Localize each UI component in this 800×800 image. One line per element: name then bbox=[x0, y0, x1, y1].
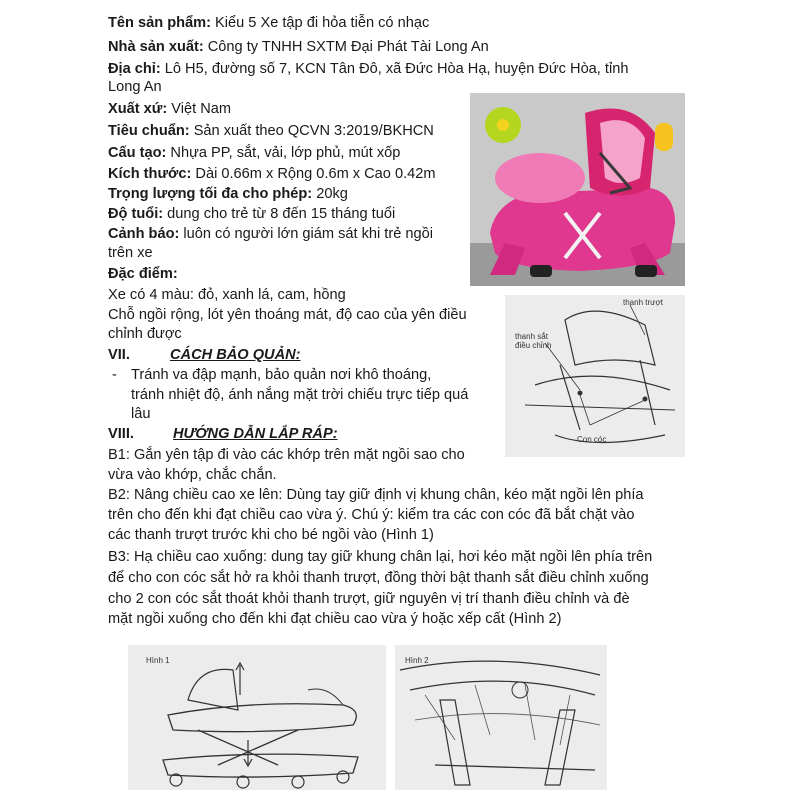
assembly-b2-line-2: trên cho đến khi đạt chiều cao vừa ý. Chú ý: kiểm tra các con cóc đã bắt chặt vào bbox=[108, 507, 635, 523]
label-adjust-bar-2: điều chỉnh bbox=[515, 341, 552, 350]
spec-feature-1: Xe có 4 màu: đỏ, xanh lá, cam, hồng bbox=[108, 287, 346, 303]
spec-age-label: Độ tuổi: bbox=[108, 206, 164, 222]
spec-name-label: Tên sản phẩm: bbox=[108, 15, 211, 31]
spec-weight bbox=[108, 185, 348, 203]
product-photo bbox=[470, 93, 685, 286]
spec-standard bbox=[108, 122, 434, 140]
label-adjust-bar-1: thanh sắt bbox=[515, 332, 548, 341]
assembly-b2-line-3: các thanh trượt trước khi cho bé ngồi vào (Hình 1) bbox=[108, 527, 434, 543]
spec-address bbox=[108, 60, 628, 78]
spec-warning bbox=[108, 225, 433, 243]
assembly-b3-line-1: B3: Hạ chiều cao xuống: dung tay giữ khung chân lại, hơi kéo mặt ngồi lên phía trên bbox=[108, 549, 653, 565]
spec-size-label: Kích thước: bbox=[108, 166, 192, 182]
spec-maker bbox=[108, 38, 489, 56]
spec-origin-label: Xuất xứ: bbox=[108, 101, 168, 117]
spec-feature-2: Chỗ ngồi rộng, lót yên thoáng mát, độ cao của yên điều bbox=[108, 307, 467, 323]
assembly-b2-line-1: B2: Nâng chiều cao xe lên: Dùng tay giữ định vị khung chân, kéo mặt ngồi lên phía bbox=[108, 487, 644, 503]
spec-address-value: Lô H5, đường số 7, KCN Tân Đô, xã Đức Hòa Hạ, huyện Đức Hòa, tỉnh bbox=[160, 61, 629, 77]
assembly-b1-line-1: B1: Gắn yên tập đi vào các khớp trên mặt ngồi sao cho bbox=[108, 447, 465, 463]
assembly-b3-line-3: cho 2 con cóc sắt thoát khỏi thanh trượt, giữ nguyên vị trí thanh điều chỉnh và đè bbox=[108, 591, 630, 607]
label-slider-rail: thanh trượt bbox=[623, 298, 663, 307]
spec-features-label: Đặc điểm: bbox=[108, 266, 178, 282]
storage-title: CÁCH BẢO QUẢN: bbox=[170, 347, 301, 363]
spec-warning-line-2: trên xe bbox=[108, 245, 153, 261]
spec-feature-2-line-2: chỉnh được bbox=[108, 326, 182, 342]
figure-1 bbox=[128, 645, 386, 790]
storage-line-2: tránh nhiệt độ, ánh nắng mặt trời chiếu trực tiếp quá bbox=[131, 387, 469, 403]
spec-origin bbox=[108, 100, 231, 118]
spec-name-value: Kiểu 5 Xe tập đi hỏa tiễn có nhạc bbox=[210, 15, 430, 31]
figure-1-label: Hình 1 bbox=[146, 656, 170, 665]
spec-age bbox=[108, 205, 395, 223]
spec-material-value: Nhựa PP, sắt, vải, lớp phủ, mút xốp bbox=[166, 145, 401, 161]
spec-address-label: Địa chỉ: bbox=[108, 61, 161, 77]
spec-maker-label: Nhà sản xuất: bbox=[108, 39, 204, 55]
assembly-b3-line-4: mặt ngồi xuống cho đến khi đạt chiều cao vừa ý hoặc xếp cất (Hình 2) bbox=[108, 611, 562, 627]
spec-name bbox=[108, 14, 429, 32]
assembly-b1-line-2: vừa vào khớp, chắc chắn. bbox=[108, 467, 277, 483]
spec-standard-label: Tiêu chuẩn: bbox=[108, 123, 190, 139]
spec-weight-label: Trọng lượng tối đa cho phép: bbox=[108, 186, 313, 202]
height-adjust-diagram bbox=[505, 295, 685, 457]
spec-age-value: dung cho trẻ từ 8 đến 15 tháng tuổi bbox=[163, 206, 396, 222]
storage-number: VII. bbox=[108, 347, 130, 363]
assembly-b3-line-2: để cho con cóc sắt hở ra khỏi thanh trượt, đồng thời bật thanh sắt điều chỉnh xuống bbox=[108, 570, 649, 586]
storage-line-1: Tránh va đập mạnh, bảo quản nơi khô thoáng, bbox=[131, 367, 432, 383]
assembly-number: VIII. bbox=[108, 426, 134, 442]
storage-bullet: - bbox=[112, 367, 117, 383]
assembly-title: HƯỚNG DẪN LẮP RÁP: bbox=[173, 426, 338, 442]
label-latch: Con cóc bbox=[577, 435, 607, 444]
spec-warning-label: Cảnh báo: bbox=[108, 226, 180, 242]
spec-address-line-2: Long An bbox=[108, 79, 162, 95]
spec-warning-value: luôn có người lớn giám sát khi trẻ ngồi bbox=[179, 226, 433, 242]
spec-material-label: Cấu tạo: bbox=[108, 145, 167, 161]
spec-weight-value: 20kg bbox=[312, 186, 348, 202]
spec-standard-value: Sản xuất theo QCVN 3:2019/BKHCN bbox=[189, 123, 434, 139]
spec-material bbox=[108, 144, 400, 162]
storage-line-3: lâu bbox=[131, 406, 151, 422]
figure-2-label: Hình 2 bbox=[405, 656, 429, 665]
spec-origin-value: Việt Nam bbox=[167, 101, 232, 117]
spec-maker-value: Công ty TNHH SXTM Đại Phát Tài Long An bbox=[203, 39, 489, 55]
spec-size-value: Dài 0.66m x Rộng 0.6m x Cao 0.42m bbox=[191, 166, 436, 182]
figure-2 bbox=[395, 645, 607, 790]
spec-size bbox=[108, 165, 436, 183]
